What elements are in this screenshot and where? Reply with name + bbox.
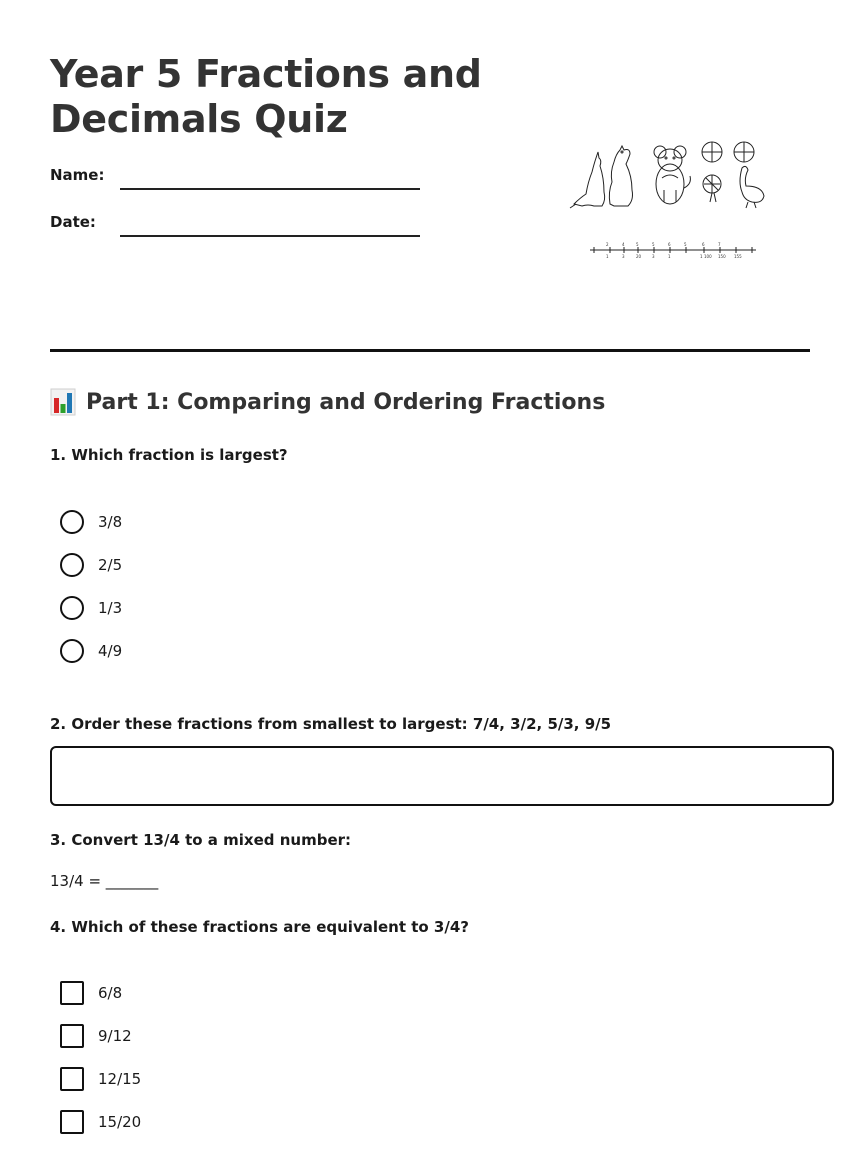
checkbox[interactable] <box>60 1110 84 1134</box>
option-label: 4/9 <box>98 642 123 660</box>
date-label: Date: <box>50 213 96 231</box>
svg-text:4: 4 <box>622 242 625 247</box>
svg-text:2: 2 <box>606 242 609 247</box>
name-label: Name: <box>50 166 105 184</box>
svg-text:3: 3 <box>652 254 655 259</box>
svg-text:1: 1 <box>668 254 671 259</box>
q3-answer-line: 13/4 = _______ <box>50 872 159 890</box>
question-4: 4. Which of these fractions are equivalent to 3/4? <box>50 918 469 936</box>
option-label: 3/8 <box>98 513 123 531</box>
radio-button[interactable] <box>60 639 84 663</box>
svg-text:155: 155 <box>734 254 742 259</box>
q4-option-1[interactable] <box>60 980 122 1006</box>
radio-button[interactable] <box>60 596 84 620</box>
svg-text:20: 20 <box>636 254 642 259</box>
svg-text:1: 1 <box>700 254 703 259</box>
animals-illustration <box>566 138 770 262</box>
q1-option-1[interactable] <box>60 509 122 535</box>
option-label: 9/12 <box>98 1027 132 1045</box>
svg-text:5: 5 <box>684 242 687 247</box>
page-title: Year 5 Fractions and Decimals Quiz <box>50 52 482 141</box>
question-1: 1. Which fraction is largest? <box>50 446 288 464</box>
q4-option-4[interactable] <box>60 1109 141 1135</box>
option-label: 2/5 <box>98 556 123 574</box>
question-2: 2. Order these fractions from smallest to largest: 7/4, 3/2, 5/3, 9/5 <box>50 715 612 733</box>
checkbox[interactable] <box>60 1067 84 1091</box>
koala-icon <box>654 146 666 158</box>
kangaroo-icon <box>574 152 605 206</box>
option-label: 15/20 <box>98 1113 142 1131</box>
wallaby-icon <box>609 146 632 206</box>
svg-text:7: 7 <box>718 242 721 247</box>
option-label: 12/15 <box>98 1070 142 1088</box>
checkbox[interactable] <box>60 1024 84 1048</box>
section-title <box>50 388 605 416</box>
svg-text:6: 6 <box>702 242 705 247</box>
header-divider <box>50 349 810 352</box>
bar-chart-icon <box>50 388 76 416</box>
q1-option-3[interactable] <box>60 595 122 621</box>
svg-text:5: 5 <box>636 242 639 247</box>
question-3: 3. Convert 13/4 to a mixed number: <box>50 831 352 849</box>
q4-option-2[interactable] <box>60 1023 132 1049</box>
svg-text:6: 6 <box>668 242 671 247</box>
radio-button[interactable] <box>60 510 84 534</box>
q1-option-4[interactable] <box>60 638 122 664</box>
emu-icon <box>740 166 764 202</box>
option-label: 6/8 <box>98 984 123 1002</box>
option-label: 1/3 <box>98 599 123 617</box>
radio-button[interactable] <box>60 553 84 577</box>
section-title-text: Part 1: Comparing and Ordering Fractions <box>86 389 606 415</box>
svg-text:3: 3 <box>622 254 625 259</box>
q4-option-3[interactable] <box>60 1066 141 1092</box>
date-field[interactable] <box>120 209 420 237</box>
svg-text:1: 1 <box>606 254 609 259</box>
q1-option-2[interactable] <box>60 552 122 578</box>
svg-text:100: 100 <box>704 254 712 259</box>
q2-answer-input[interactable] <box>50 746 834 806</box>
checkbox[interactable] <box>60 981 84 1005</box>
svg-text:150: 150 <box>718 254 726 259</box>
svg-text:5: 5 <box>652 242 655 247</box>
name-field[interactable] <box>120 162 420 190</box>
